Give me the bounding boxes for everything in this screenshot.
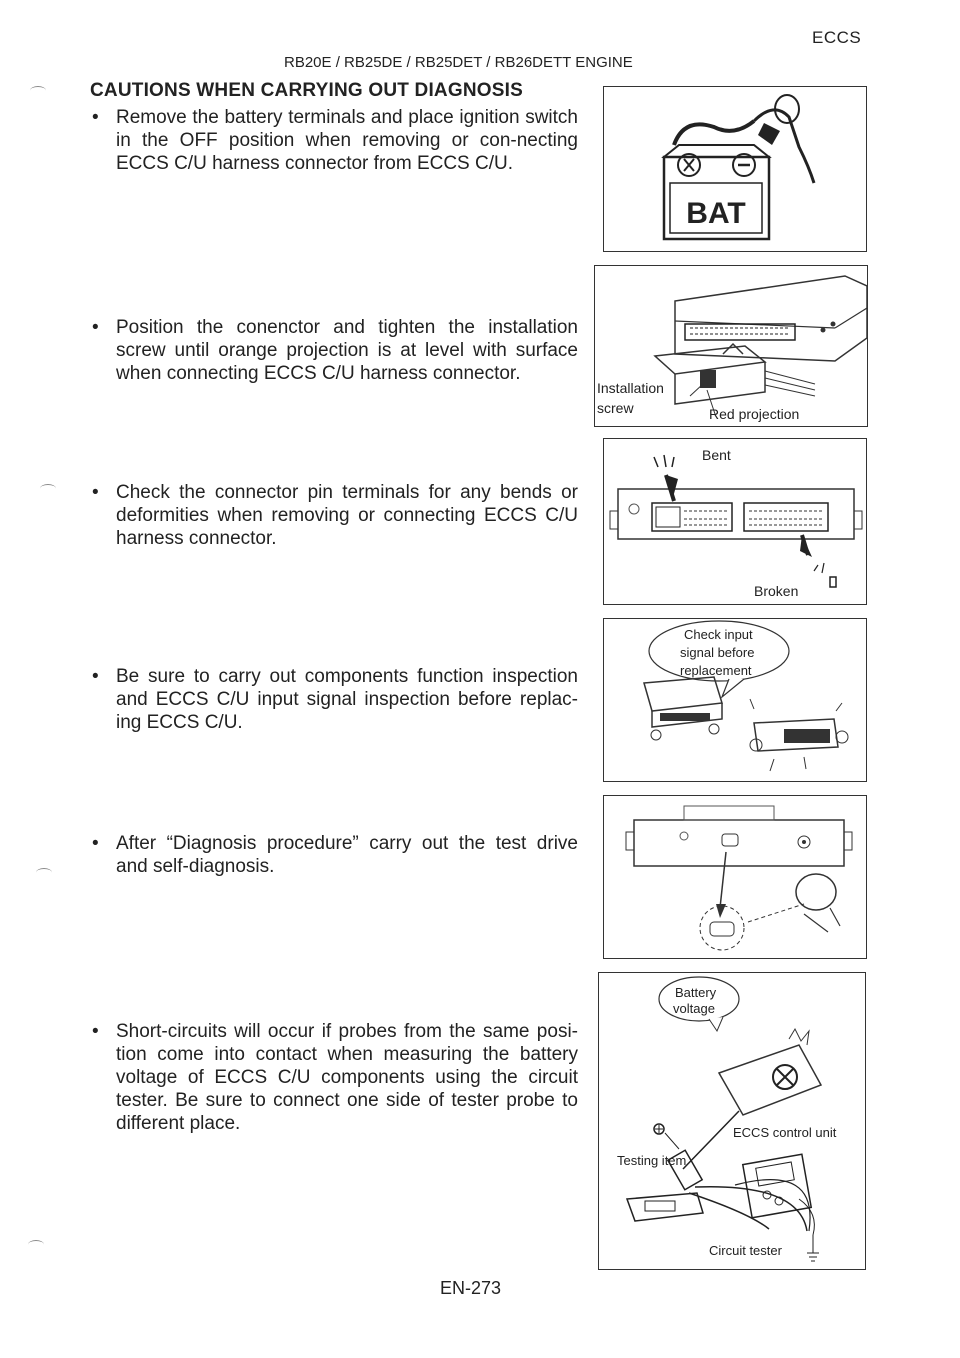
label-testing-item: Testing item: [617, 1153, 687, 1168]
label-eccs-control-unit: ECCS control unit: [733, 1125, 837, 1140]
battery-illustration: [604, 87, 866, 251]
margin-mark: [30, 86, 46, 95]
bullet-item: • Check the connector pin terminals for any bends or deformities when removing or connecting ECCS C/U harness connector.: [92, 482, 578, 549]
figure-inspection: [603, 618, 867, 782]
tester-illustration: [599, 973, 865, 1269]
bullet-text: After “Diagnosis procedure” carry out the test drive and self-diagnosis.: [116, 833, 578, 877]
section-tag: ECCS: [812, 28, 862, 47]
label-circuit-tester: Circuit tester: [709, 1243, 782, 1258]
label-installation: Installation: [597, 380, 664, 396]
bullet-item: • After “Diagnosis procedure” carry out the test drive and self-diagnosis.: [92, 833, 578, 877]
engine-models-header: RB20E / RB25DE / RB25DET / RB26DETT ENGINE: [284, 54, 633, 71]
figure-battery: [603, 86, 867, 252]
bullet-text: Remove the battery terminals and place ignition switch in the OFF position when removing or con-necting ECCS C/U harness connector from ECCS C/U.: [116, 107, 578, 174]
bullet-item: • Position the conenctor and tighten the installation screw until orange projection is at level with surface when connecting ECCS C/U harness connector.: [92, 317, 578, 384]
connector-illustration: [595, 266, 867, 426]
bubble-voltage: voltage: [673, 1001, 715, 1016]
figure-pins: [603, 438, 867, 605]
page-title: CAUTIONS WHEN CARRYING OUT DIAGNOSIS: [90, 80, 523, 101]
margin-mark: [40, 484, 56, 493]
margin-mark: [36, 868, 52, 877]
bullet-text: Check the connector pin terminals for any bends or deformities when removing or connecting ECCS C/U harness connector.: [116, 482, 578, 549]
inspection-illustration: [604, 619, 866, 781]
figure-tester: [598, 972, 866, 1270]
margin-mark: [28, 1240, 44, 1249]
selfdiag-illustration: [604, 796, 866, 958]
page-number: EN-273: [440, 1278, 502, 1298]
bullet-text: Be sure to carry out components function inspection and ECCS C/U input signal inspection before replac-ing ECCS C/U.: [116, 666, 578, 733]
label-bent: Bent: [702, 447, 731, 463]
label-red-projection: Red projection: [709, 406, 800, 422]
bullet-item: • Remove the battery terminals and place ignition switch in the OFF position when removing or con-necting ECCS C/U harness connector from ECCS C/U.: [92, 107, 578, 174]
pins-illustration: [604, 439, 866, 604]
battery-label: BAT: [686, 197, 746, 230]
label-screw: screw: [597, 400, 634, 416]
bullet-item: • Short-circuits will occur if probes from the same posi-tion come into contact when measuring the battery voltage of ECCS C/U components using the circuit tester. Be sure to connect one side of tester probe to different place.: [92, 1021, 578, 1134]
label-broken: Broken: [754, 583, 799, 599]
bubble-battery: Battery: [675, 985, 717, 1000]
figure-selfdiag: [603, 795, 867, 959]
bullet-text: Position the conenctor and tighten the installation screw until orange projection is at level with surface when connecting ECCS C/U harness connector.: [116, 317, 578, 384]
bubble-line-3: replacement: [680, 663, 752, 678]
bubble-line-1: Check input: [684, 627, 753, 642]
bubble-line-2: signal before: [680, 645, 755, 660]
figure-connector: [594, 265, 868, 427]
bullet-item: • Be sure to carry out components function inspection and ECCS C/U input signal inspection before replac-ing ECCS C/U.: [92, 666, 578, 733]
bullet-text: Short-circuits will occur if probes from the same posi-tion come into contact when measuring the battery voltage of ECCS C/U components using the circuit tester. Be sure to connect one side of tester probe to different place.: [116, 1021, 578, 1134]
